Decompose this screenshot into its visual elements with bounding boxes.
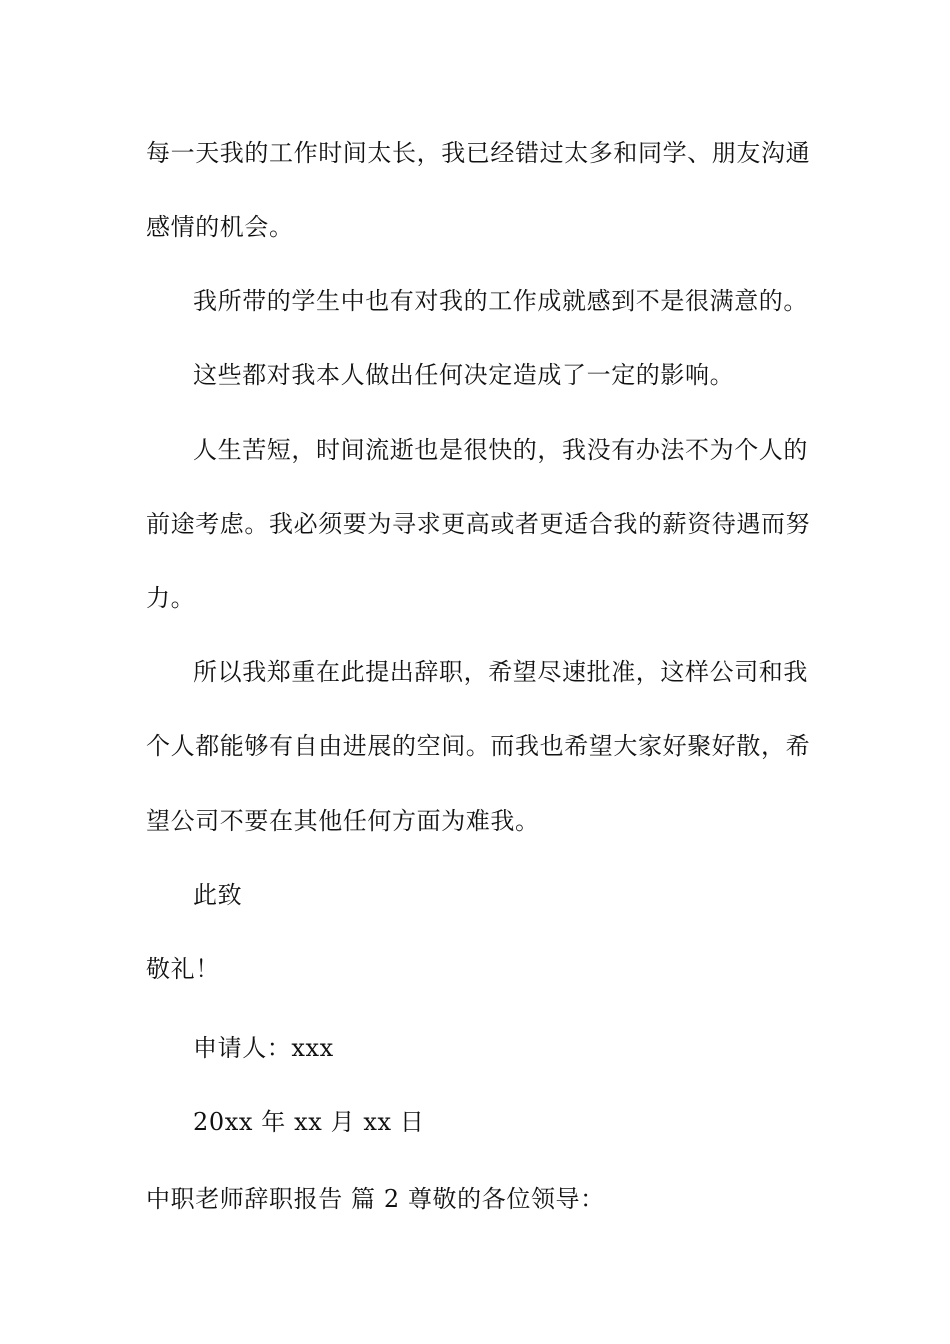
section-heading: 中职老师辞职报告 篇 2 尊敬的各位领导： xyxy=(146,1185,605,1213)
body-text-line: 力。 xyxy=(146,584,196,612)
closing-salutation: 此致 xyxy=(193,881,243,909)
body-text-line: 人生苦短，时间流逝也是很快的，我没有办法不为个人的 xyxy=(193,436,808,464)
body-text-line: 个人都能够有自由进展的空间。而我也希望大家好聚好散，希 xyxy=(146,732,811,760)
closing-regards: 敬礼！ xyxy=(146,955,220,983)
body-text-line: 望公司不要在其他任何方面为难我。 xyxy=(146,807,540,835)
applicant-signature: 申请人：xxx xyxy=(193,1034,334,1062)
body-text-line: 我所带的学生中也有对我的工作成就感到不是很满意的。 xyxy=(193,287,808,315)
body-text-line: 前途考虑。我必须要为寻求更高或者更适合我的薪资待遇而努 xyxy=(146,510,811,538)
signature-date: 20xx 年 xx 月 xx 日 xyxy=(193,1108,425,1136)
body-text-line: 每一天我的工作时间太长，我已经错过太多和同学、朋友沟通 xyxy=(146,139,811,167)
body-text-line: 这些都对我本人做出任何决定造成了一定的影响。 xyxy=(193,361,735,389)
body-text-line: 感情的机会。 xyxy=(146,213,294,241)
body-text-line: 所以我郑重在此提出辞职，希望尽速批准，这样公司和我 xyxy=(193,658,808,686)
